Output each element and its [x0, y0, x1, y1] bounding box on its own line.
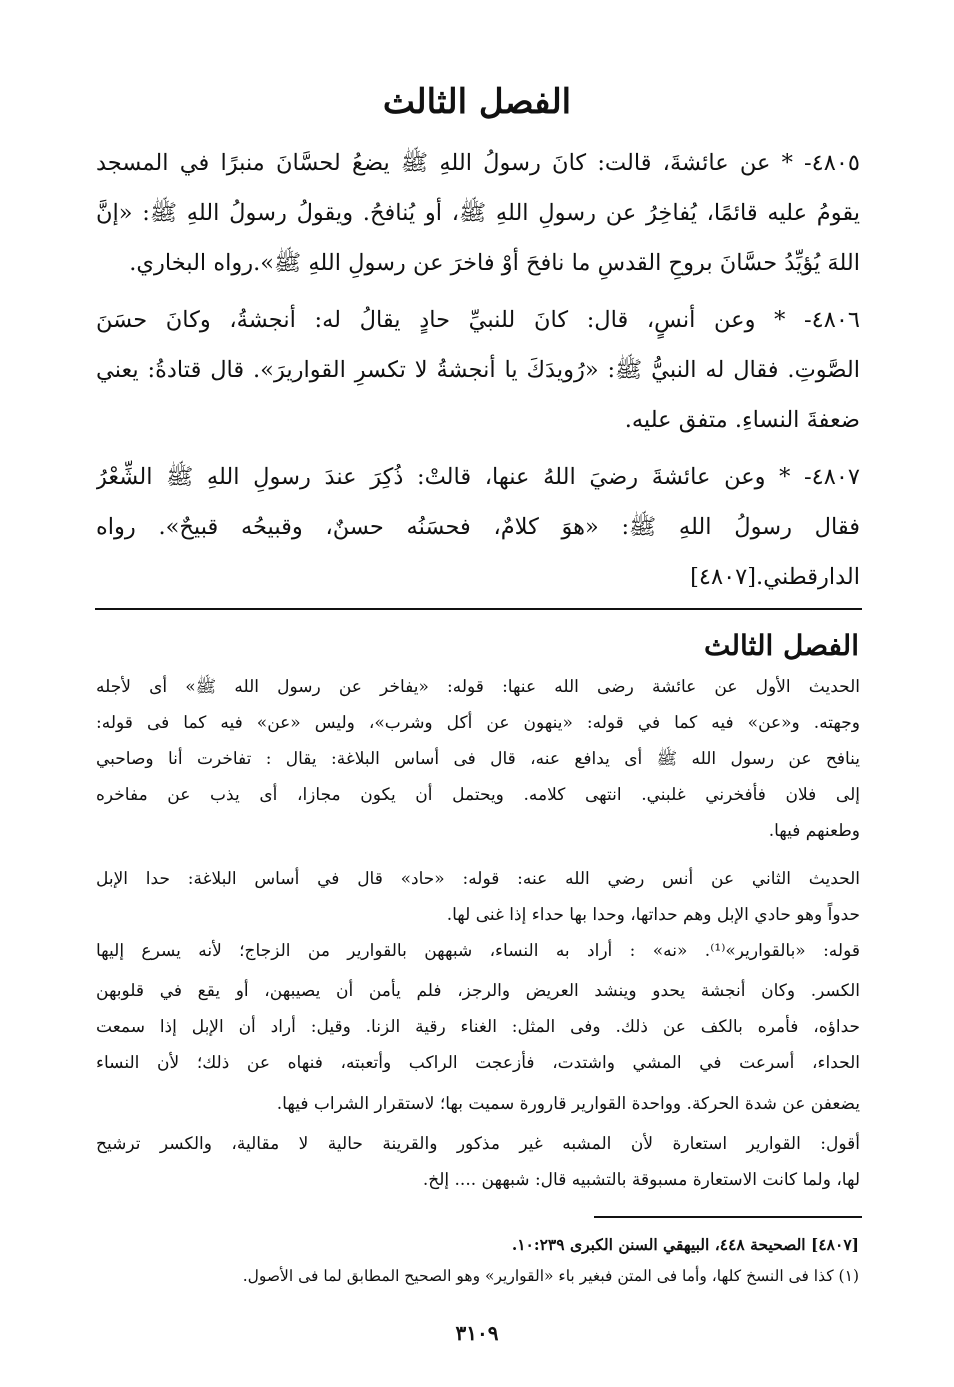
source-footnote: [٤٨٠٧] الصحيحة ٤٤٨، البيهقي السنن الكبرى ١٠:٢٣٩.: [511, 1235, 859, 1254]
footnote: (١) كذا فى النسخ كلها، وأما فى المتن فبغير باء «القوارير» وهو الصحيح المطابق لما فى الأصول.: [242, 1267, 859, 1285]
section-divider: [95, 608, 862, 610]
commentary-line: وطعنهم فيها.: [768, 821, 860, 841]
commentary-line: أقول: القوارير استعارة لأن المشبه غير مذكور والقرينة حالية لا مقالية، والكسر ترشيح: [96, 1134, 860, 1154]
commentary-line: الحديث الأول عن عائشة رضى الله عنها: قوله: «يفاخر عن رسول الله ﷺ» أى لأجله: [96, 677, 860, 697]
commentary-line: الكسر. وكان أنجشة يحدو وينشد العريض والرجز، فلم يأمن أن يصيبهن، أو يقع في قلوبهن: [96, 981, 860, 1001]
commentary-line: إلى فلان فأفخرني غلبني. انتهى كلامه. ويحتمل أن يكون مجازا، أى يذب عن مفاخره: [96, 785, 860, 805]
commentary-line: ينافح عن رسول الله ﷺ أى يدافع عنه، قال فى أساس البلاغة: يقال : تفاخرت أنا وصاحبي: [96, 749, 860, 769]
hadith-line: ٤٨٠٥- * عن عائشةَ، قالت: كانَ رسولُ اللهِ ﷺ يضعُ لحسَّانَ منبرًا في المسجد: [96, 150, 860, 176]
page-number: ٣١٠٩: [455, 1321, 499, 1345]
commentary-title: الفصل الثالث: [703, 629, 859, 662]
commentary-line: لها، ولما كانت الاستعارة مسبوقة بالتشبيه قال: شبههن .... إلخ.: [422, 1170, 860, 1190]
hadith-line: ٤٨٠٦- * وعن أنسٍ، قال: كانَ للنبيِّ حادٍ يقالُ له: أنجشةُ، وكانَ حسَنَ: [96, 307, 860, 333]
footnote-divider: [594, 1216, 862, 1218]
commentary-line: الحداء، أسرعت في المشي واشتدت، فأزعجت الراكب وأتعبته، فنهاه عن ذلك؛ لأن النساء: [96, 1053, 860, 1073]
commentary-line: الحديث الثاني عن أنس رضي الله عنه: قوله: «حاد» قال في أساس البلاغة: حدا الإبل: [96, 869, 860, 889]
hadith-line: ٤٨٠٧- * وعن عائشةَ رضيَ اللهُ عنها، قالتْ: ذُكِرَ عندَ رسولِ اللهِ ﷺ الشِّعْرُ: [96, 464, 860, 490]
commentary-line: يضعفن عن شدة الحركة. وواحدة القوارير قارورة سميت بها؛ لاستقرار الشراب فيها.: [276, 1094, 860, 1114]
hadith-line: يقومُ عليه قائمًا، يُفاخِرُ عن رسولِ اللهِ ﷺ، أو يُنافحُ. ويقولُ رسولُ اللهِ ﷺ: «إنَّ: [96, 200, 860, 226]
hadith-line: الدارقطني.[٤٨٠٧]: [690, 564, 860, 590]
commentary-line: حدواً وهو حادي الإبل وهم حداتها، وحدا بها حداء إذا غنى لها.: [446, 905, 860, 925]
hadith-line: اللهَ يُؤيِّدُ حسَّانَ بروحِ القدسِ ما نافحَ أوْ فاخرَ عن رسولِ اللهِ ﷺ».رواه البخاري.: [129, 250, 860, 276]
hadith-line: فقال رسولُ اللهِ ﷺ: «هوَ كلامٌ، فحسَنُه حسنٌ، وقبيحُه قبيحٌ». رواه: [96, 514, 860, 540]
chapter-title: الفصل الثالث: [382, 82, 572, 122]
hadith-line: الصَّوتِ. فقال له النبيُّ ﷺ: «رُويدَكَ يا أنجشةُ لا تكسرِ القواريرَ». قال قتادةُ: يعني: [96, 357, 860, 383]
commentary-line: قوله: «بالقوارير»⁽¹⁾. «نه» : أراد به النساء، شبههن بالقوارير من الزجاج؛ لأنه يسرع إليها: [96, 941, 860, 961]
hadith-line: ضعفةَ النساءِ. متفق عليه.: [624, 407, 860, 433]
commentary-line: حداؤه، فأمره بالكف عن ذلك. وفى المثل: الغناء رقية الزنا. وقيل: أراد أن الإبل إذا سمعت: [96, 1017, 860, 1037]
commentary-line: وجهته. و«عن» فيه كما في قوله: «ينهون عن أكل وشرب»، وليس «عن» فيه كما فى قوله:: [96, 713, 860, 733]
